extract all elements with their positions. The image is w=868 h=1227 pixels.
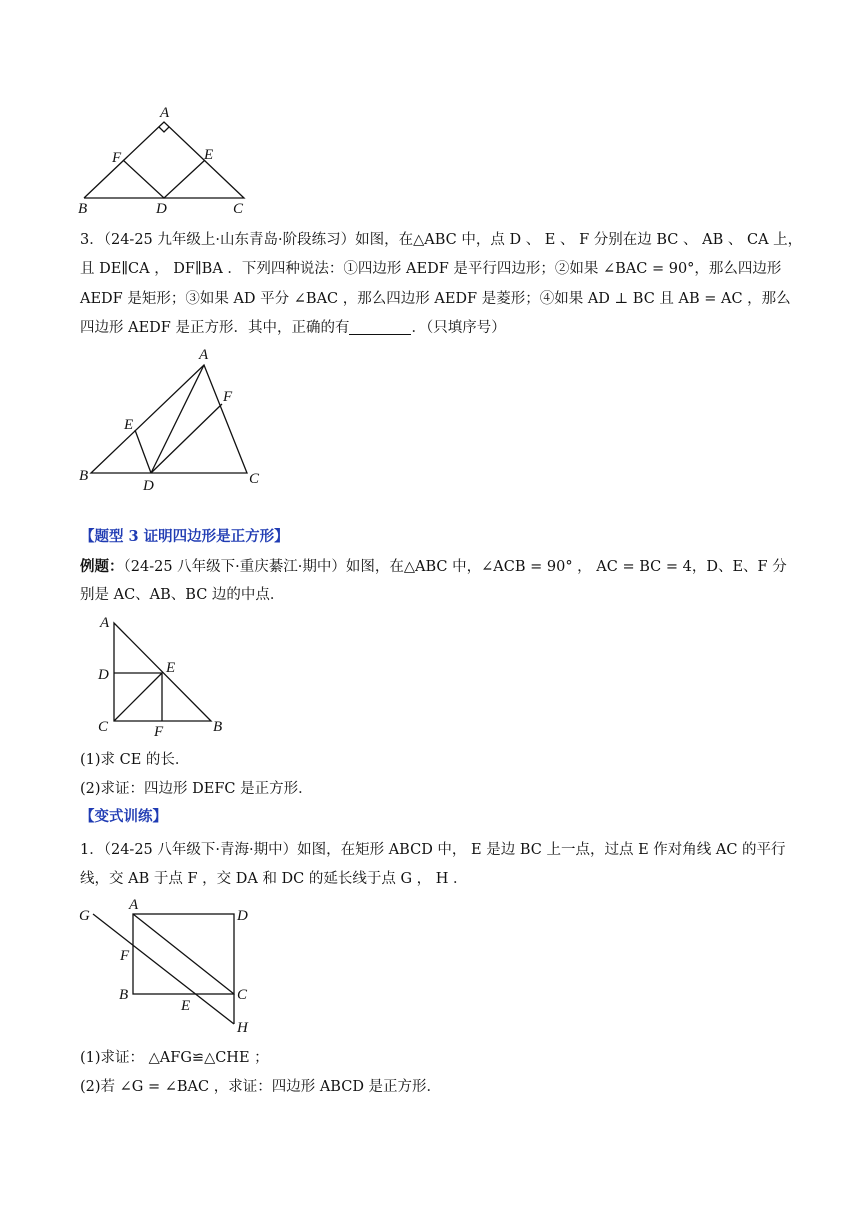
figure-2-svg — [75, 345, 275, 495]
figure-4-svg — [75, 895, 265, 1045]
fig1-label-c: C — [233, 201, 244, 217]
q3-line-3: AEDF 是矩形；③如果 AD 平分 ∠BAC ，那么四边形 AEDF 是菱形；④如果 AD ⊥ BC 且 AB = AC ，那么 — [80, 291, 791, 307]
fig3-label-c: C — [98, 719, 109, 735]
fig1-label-b: B — [78, 201, 88, 217]
example-text: （24-25 八年级下·重庆綦江·期中）如图，在△ABC 中，∠ACB = 90° ， AC = BC = 4，D、E、F 分 — [123, 559, 787, 575]
fig2-label-b: B — [79, 468, 89, 484]
fig2-label-f: F — [223, 389, 233, 405]
q3-line-4-suffix: ．（只填序号） — [411, 320, 506, 336]
example-label: 例题： — [80, 558, 124, 575]
q3-line-4 — [80, 318, 506, 338]
variant-part-1: (1)求证： △AFG≌△CHE ； — [80, 1050, 269, 1066]
fig1-label-a: A — [160, 105, 170, 121]
figure-3 — [90, 612, 240, 742]
variant-heading: 【变式训练】 — [80, 808, 167, 825]
fig2-label-e: E — [124, 417, 134, 433]
variant-line-2: 线，交 AB 于点 F ，交 DA 和 DC 的延长线于点 G ， H ． — [80, 871, 468, 887]
type3-heading: 【题型 3 证明四边形是正方形】 — [80, 528, 289, 545]
fig2-segment-ed — [135, 430, 151, 473]
fig4-label-b: B — [119, 987, 129, 1003]
figure-1-svg — [70, 100, 260, 220]
variant-part-2: (2)若 ∠G = ∠BAC ，求证：四边形 ABCD 是正方形． — [80, 1079, 442, 1095]
figure-2 — [75, 345, 275, 495]
figure-1 — [70, 100, 260, 220]
fig1-right-angle-mark — [159, 127, 169, 132]
example-part-2: (2)求证：四边形 DEFC 是正方形． — [80, 781, 313, 797]
fig2-segment-df — [151, 404, 222, 473]
fig3-label-b: B — [213, 719, 223, 735]
variant-line-1: 1．（24-25 八年级下·青海·期中）如图，在矩形 ABCD 中， E 是边 BC 上一点，过点 E 作对角线 AC 的平行 — [80, 842, 786, 858]
fig4-label-a: A — [129, 897, 139, 913]
figure-3-svg — [90, 612, 240, 742]
fig3-label-e: E — [166, 660, 176, 676]
fig2-label-a: A — [199, 347, 209, 363]
fig1-label-f: F — [112, 150, 122, 166]
answer-blank[interactable] — [349, 320, 411, 335]
q3-line-4-text: 四边形 AEDF 是正方形．其中，正确的有 — [80, 320, 350, 336]
fig1-label-e: E — [204, 147, 214, 163]
fig4-label-f: F — [120, 948, 130, 964]
fig1-inner-lines — [123, 160, 205, 198]
example-line-2: 别是 AC、AB、BC 边的中点． — [80, 587, 285, 603]
fig3-label-f: F — [154, 724, 164, 740]
fig3-label-d: D — [98, 667, 109, 683]
fig2-label-d: D — [143, 478, 154, 494]
q3-line-2: 且 DE∥CA ， DF∥BA ．下列四种说法：①四边形 AEDF 是平行四边形；②如果 ∠BAC = 90°，那么四边形 — [80, 261, 782, 277]
fig4-diagonal-ac — [133, 914, 234, 994]
fig1-triangle — [84, 122, 244, 198]
fig3-label-a: A — [100, 615, 110, 631]
example-part-1: (1)求 CE 的长． — [80, 752, 190, 768]
fig2-triangle — [91, 365, 247, 473]
fig3-segment-ce — [114, 673, 162, 721]
fig1-label-d: D — [156, 201, 167, 217]
fig4-label-c: C — [237, 987, 248, 1003]
fig2-segment-ad — [151, 365, 204, 473]
fig4-label-e: E — [181, 998, 191, 1014]
example-line-1 — [80, 557, 787, 577]
fig4-label-d: D — [237, 908, 248, 924]
fig4-label-h: H — [237, 1020, 248, 1036]
fig4-segment-gh — [93, 914, 234, 1024]
fig4-label-g: G — [79, 908, 90, 924]
q3-line-1: 3．（24-25 九年级上·山东青岛·阶段练习）如图，在△ABC 中，点 D 、 E 、 F 分别在边 BC 、 AB 、 CA 上， — [80, 232, 803, 248]
fig2-label-c: C — [249, 471, 260, 487]
figure-4 — [75, 895, 265, 1045]
